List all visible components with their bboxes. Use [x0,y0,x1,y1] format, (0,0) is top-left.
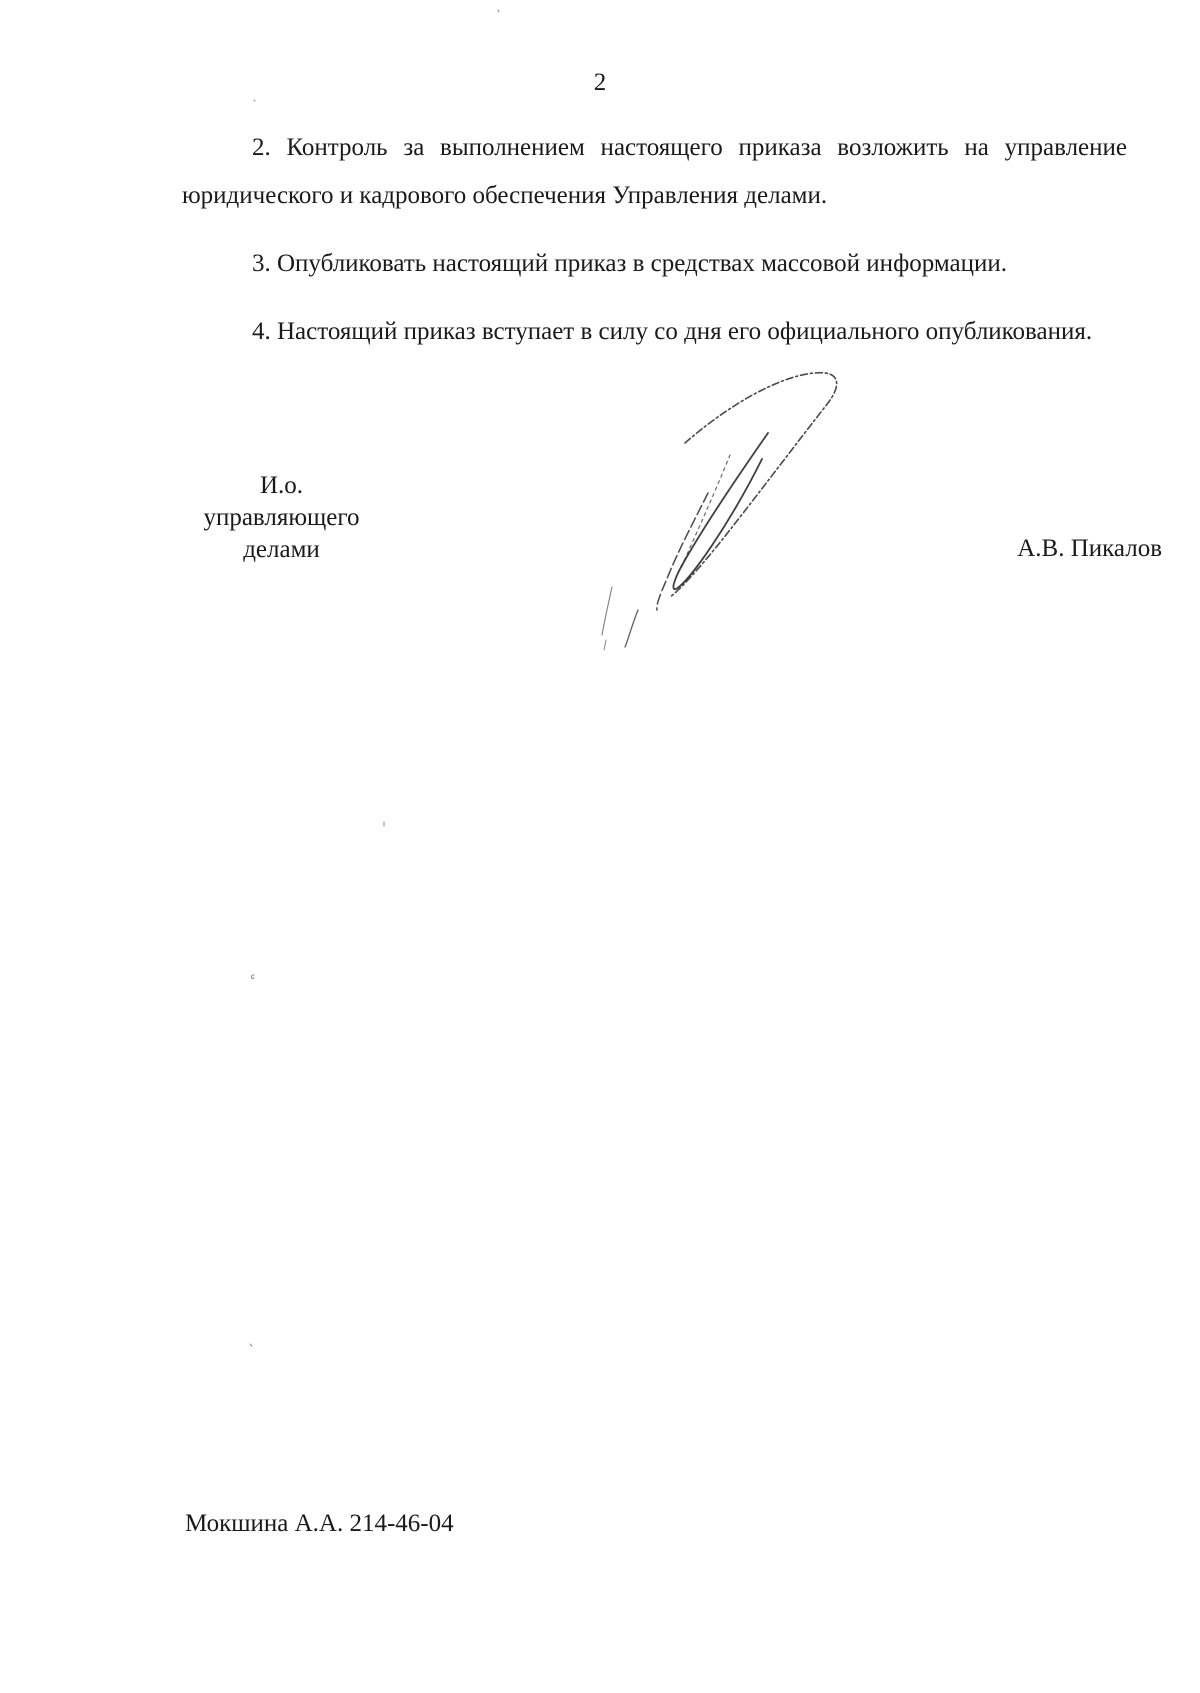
document-body [182,124,1127,376]
signer-position-line: делами [243,536,320,563]
signer-position [170,470,393,566]
paragraph-effective-date: 4. Настоящий приказ вступает в силу со дня его официального опубликования. [252,318,1093,345]
signer-position-line: управляющего [203,504,360,531]
signer-position-line: И.о. [259,472,304,499]
executor-contact: Мокшина А.А. 214-46-04 [185,1510,454,1537]
paragraph-publish: 3. Опубликовать настоящий приказ в средствах массовой информации. [252,250,1008,277]
page-number: 2 [593,69,607,96]
paragraph-control: 2. Контроль за выполнением настоящего приказа возложить на управление юридического и кадрового обеспечения Управления делами. [182,134,1127,209]
handwritten-signature [590,355,920,655]
signer-name: А.В. Пикалов [1017,535,1162,562]
